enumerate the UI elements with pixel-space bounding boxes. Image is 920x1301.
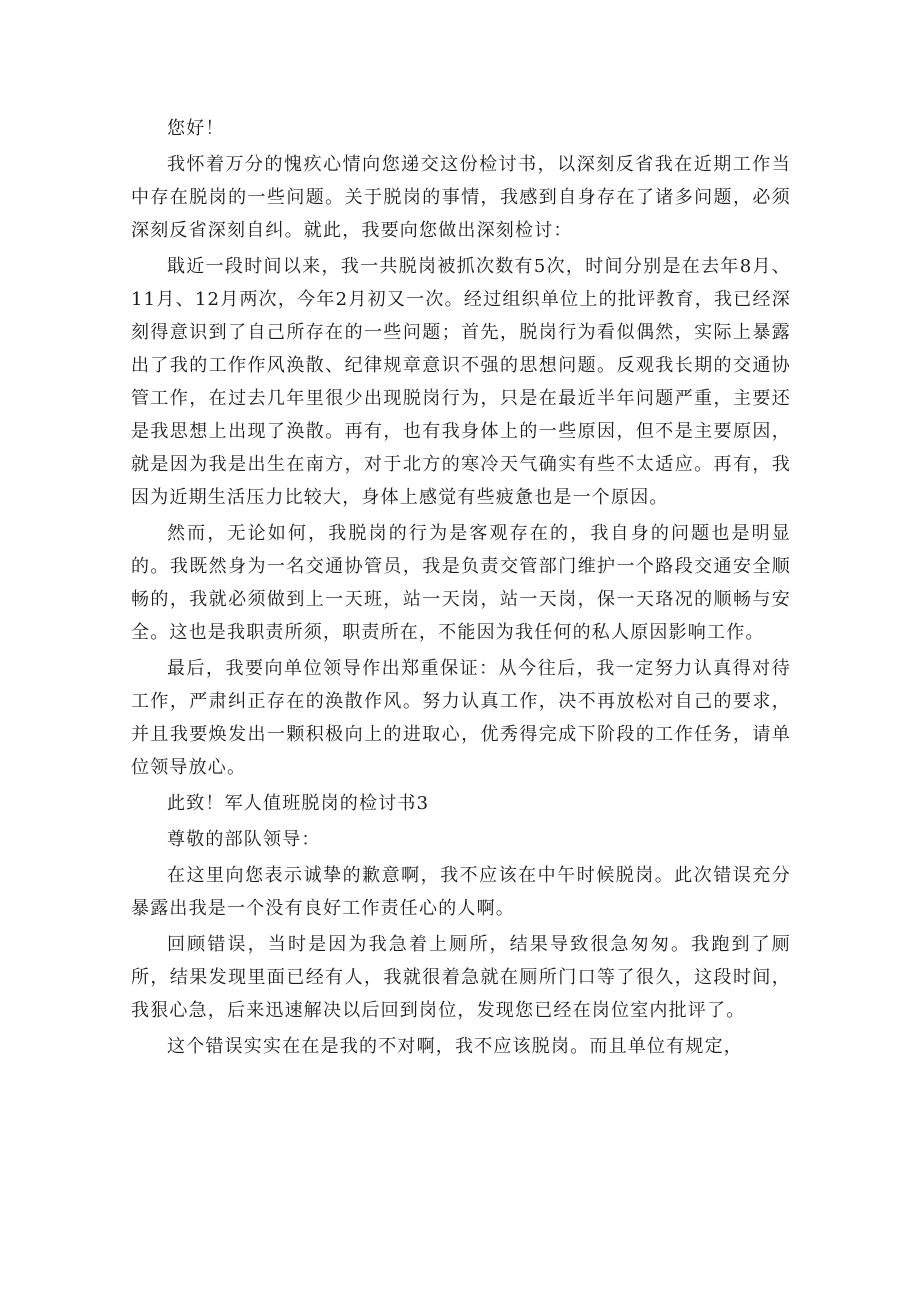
- paragraph-promise: 最后，我要向单位领导作出郑重保证：从今往后，我一定努力认真得对待工作，严肃纠正存在的涣散作风。努力认真工作，决不再放松对自己的要求，并且我要焕发出一颗积极向上的进取心，优秀得完成下阶段的工作任务，请单位领导放心。: [131, 658, 791, 778]
- paragraph-admission: 这个错误实实在在是我的不对啊，我不应该脱岗。而且单位有规定，: [167, 1036, 743, 1057]
- paragraph-details: 戢近一段时间以来，我一共脱岗被抓次数有5次，时间分别是在去年8月、11月、12月两次，今年2月初又一次。经过组织单位上的批评教育，我已经深刻得意识到了自己所存在的一些问题；首先，脱岗行为看似偶然，实际上暴露出了我的工作作风涣散、纪律规章意识不强的思想问题。反观我长期的交通协管工作，在过去几年里很少出现脱岗行为，只是在最近半年问题严重，主要还是我思想上出现了涣散。再有，也有我身体上的一些原因，但不是主要原因，就是因为我是出生在南方，对于北方的寒冷天气确实有些不太适应。再有，我因为近期生活压力比较大，身体上感觉有些疲惫也是一个原因。: [131, 256, 791, 508]
- document-body: [131, 112, 791, 1063]
- paragraph-review: 回顾错误，当时是因为我急着上厕所，结果导致很急匆匆。我跑到了厕所，结果发现里面已经有人，我就很着急就在厕所门口等了很久，这段时间，我狠心急，后来迅速解决以后回到岗位，发现您已经在岗位室内批评了。: [131, 934, 791, 1021]
- paragraph-greeting: 您好！: [167, 118, 225, 139]
- paragraph-closing-title: 此致！军人值班脱岗的检讨书3: [167, 793, 430, 814]
- paragraph-apology: 在这里向您表示诚挚的歉意啊，我不应该在中午时候脱岗。此次错误充分暴露出我是一个没有良好工作责任心的人啊。: [131, 865, 791, 919]
- paragraph-intro: 我怀着万分的愧疚心情向您递交这份检讨书，以深刻反省我在近期工作当中存在脱岗的一些问题。关于脱岗的事情，我感到自身存在了诸多问题，必须深刻反省深刻自纠。就此，我要向您做出深刻检讨：: [131, 154, 791, 241]
- paragraph-reflection: 然而，无论如何，我脱岗的行为是客观存在的，我自身的问题也是明显的。我既然身为一名交通协管员，我是负责交管部门维护一个路段交通安全顺畅的，我就必须做到上一天班，站一天岗，站一天岗，保一天珞况的顺畅与安全。这也是我职责所须，职责所在，不能因为我任何的私人原因影响工作。: [131, 523, 791, 643]
- paragraph-salutation: 尊敬的部队领导：: [167, 829, 321, 850]
